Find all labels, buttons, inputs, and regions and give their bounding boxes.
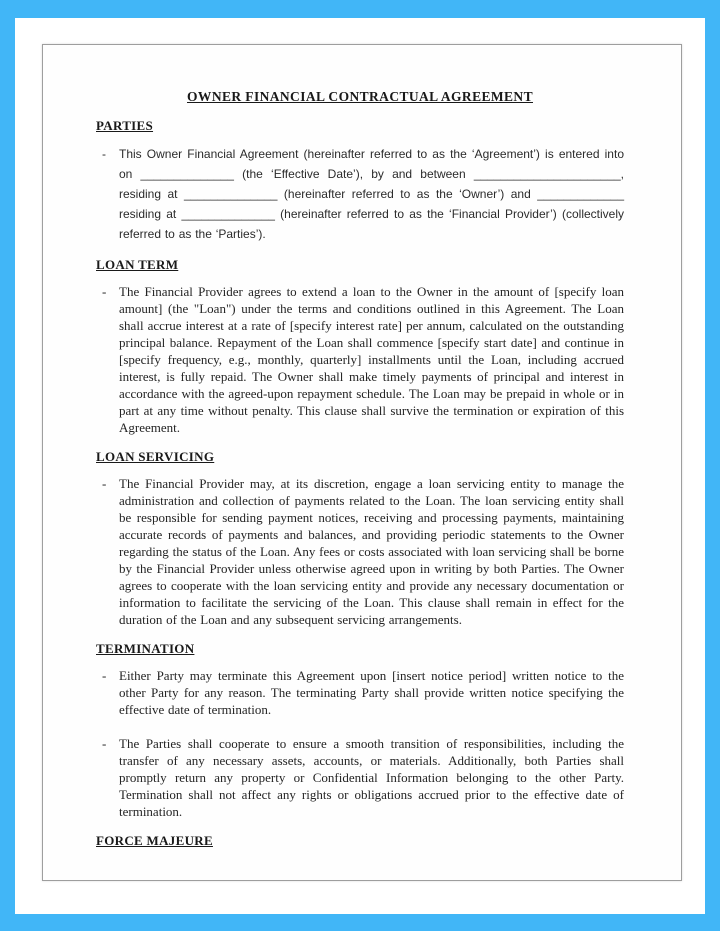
bullet-text: Either Party may terminate this Agreement upon [insert notice period] written notice to the other Party for any reason. The terminating Party shall provide written notice specifying the effective date of termination. (119, 668, 624, 717)
bullet-text: The Parties shall cooperate to ensure a smooth transition of responsibilities, including the transfer of any necessary assets, accounts, or materials. Additionally, both Parties shall promptly return any property or Confidential Information belonging to the other Party. Termination shall not affect any rights or obligations accrued prior to the effective date of termination. (119, 736, 624, 819)
bullet-item (96, 667, 624, 718)
white-matte (15, 18, 705, 914)
document-title: OWNER FINANCIAL CONTRACTUAL AGREEMENT (187, 89, 533, 104)
bullet-marker: - (102, 284, 107, 299)
bullet-item (96, 735, 624, 820)
section-force-majeure (96, 833, 624, 849)
section-parties (96, 118, 624, 244)
section-loan-servicing (96, 449, 624, 628)
section-heading-loan-term: LOAN TERM (96, 257, 179, 272)
bullet-item (96, 144, 624, 244)
bullet-text: This Owner Financial Agreement (hereinafter referred to as the ‘Agreement’) is entered into on ______________ (the ‘Effective Date’), by and between ______________________, residing at ______________ (hereinafter referred to as the ‘Owner’) and _____________ residing at ______________ (hereinafter referred to as the ‘Financial Provider’) (collectively referred to as the ‘Parties’). (119, 147, 624, 241)
bullet-marker: - (102, 668, 107, 683)
bullet-item (96, 475, 624, 628)
section-heading-force-majeure: FORCE MAJEURE (96, 833, 213, 848)
section-loan-term (96, 257, 624, 436)
section-termination (96, 641, 624, 820)
section-heading-loan-servicing: LOAN SERVICING (96, 449, 215, 464)
bullet-text: The Financial Provider may, at its discretion, engage a loan servicing entity to manage the administration and collection of payments related to the Loan. The loan servicing entity shall be responsible for sending payment notices, receiving and processing payments, maintaining accurate records of payments and balances, and providing periodic statements to the Owner regarding the status of the Loan. Any fees or costs associated with loan servicing shall be borne by the Financial Provider unless otherwise agreed upon in writing by both Parties. The Owner agrees to cooperate with the loan servicing entity and provide any necessary documentation or information to facilitate the servicing of the Loan. This clause shall remain in effect for the duration of the Loan and any subsequent servicing arrangements. (119, 476, 624, 627)
bullet-item (96, 283, 624, 436)
section-heading-parties: PARTIES (96, 118, 154, 133)
bullet-marker: - (102, 736, 107, 751)
bullet-text: The Financial Provider agrees to extend a loan to the Owner in the amount of [specify loan amount] (the "Loan") under the terms and conditions outlined in this Agreement. The Loan shall accrue interest at a rate of [specify interest rate] per annum, calculated on the outstanding principal balance. Repayment of the Loan shall commence [specify start date] and continue in [specify frequency, e.g., monthly, quarterly] installments until the Loan, including accrued interest, is fully repaid. The Owner shall make timely payments of principal and interest in accordance with the agreed-upon repayment schedule. The Loan may be prepaid in whole or in part at any time without penalty. This clause shall survive the termination or expiration of this Agreement. (119, 284, 624, 435)
bullet-marker: - (102, 476, 107, 491)
bullet-marker: - (102, 147, 106, 161)
section-heading-termination: TERMINATION (96, 641, 195, 656)
document-page (42, 44, 682, 881)
